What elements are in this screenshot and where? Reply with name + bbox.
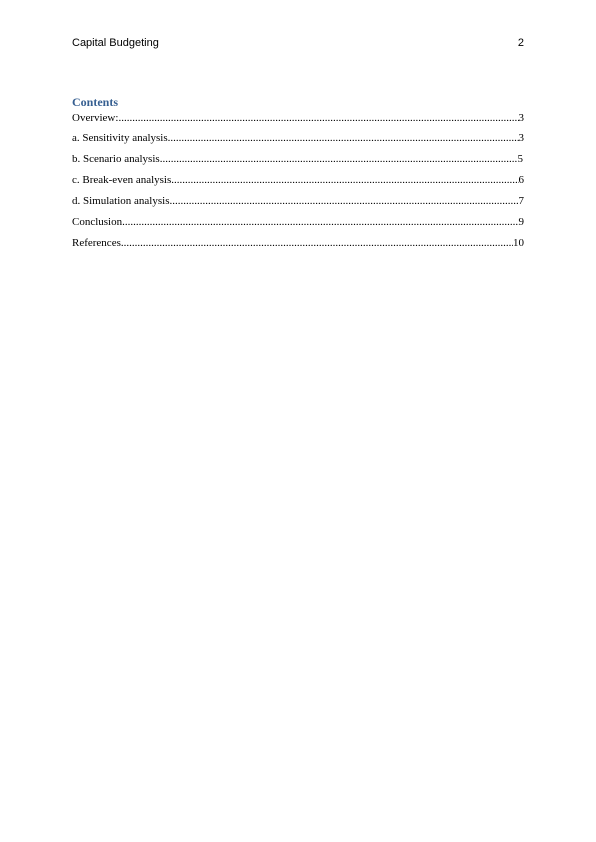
toc-entry-overview[interactable] [72, 109, 524, 128]
toc-entry-label: b. Scenario analysis [72, 153, 160, 165]
toc-entry-page: 7 [518, 195, 524, 207]
toc-entry-label: References [72, 237, 121, 249]
toc-entry-page: 3 [518, 132, 524, 144]
toc-entry-page: 6 [518, 174, 524, 186]
toc-dot-leader [122, 212, 518, 233]
toc-entry-page: 5 [517, 153, 523, 165]
toc-entry-references[interactable] [72, 233, 524, 254]
toc-entry-label: Overview: [72, 112, 119, 124]
header-title: Capital Budgeting [72, 37, 159, 49]
header-page-number: 2 [517, 37, 524, 49]
toc-dot-leader [121, 233, 513, 254]
running-header [72, 35, 524, 51]
toc-entry-label: c. Break-even analysis [72, 174, 172, 186]
toc-entry-simulation-analysis[interactable] [72, 191, 524, 212]
toc-dot-leader [171, 170, 518, 191]
toc-entry-sensitivity-analysis[interactable] [72, 128, 524, 149]
toc-dot-leader [160, 149, 518, 170]
toc-entry-label: a. Sensitivity analysis [72, 132, 168, 144]
table-of-contents [72, 95, 524, 254]
toc-entry-conclusion[interactable] [72, 212, 524, 233]
toc-entry-page: 3 [518, 112, 524, 124]
toc-dot-leader [169, 191, 518, 212]
toc-entry-label: Conclusion [72, 216, 123, 228]
toc-entry-label: d. Simulation analysis [72, 195, 170, 207]
toc-dot-leader [168, 128, 519, 149]
toc-list [72, 109, 524, 254]
toc-dot-leader [118, 109, 518, 128]
toc-heading: Contents [72, 95, 119, 109]
toc-entry-page: 10 [513, 237, 524, 249]
toc-entry-break-even-analysis[interactable] [72, 170, 524, 191]
toc-entry-scenario-analysis[interactable] [72, 149, 523, 170]
toc-entry-page: 9 [518, 216, 524, 228]
